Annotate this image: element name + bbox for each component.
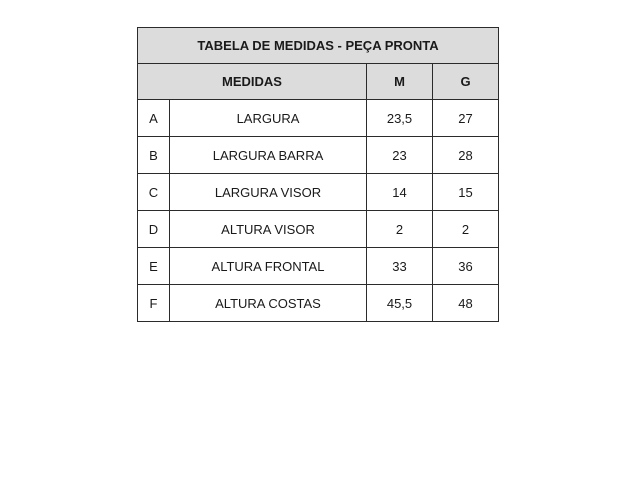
row-value-g: 2 xyxy=(433,211,499,248)
table-row xyxy=(138,174,499,211)
table-title-row xyxy=(138,28,499,64)
table-title: TABELA DE MEDIDAS - PEÇA PRONTA xyxy=(138,28,499,64)
header-measures: MEDIDAS xyxy=(138,64,367,100)
table-row xyxy=(138,100,499,137)
row-value-m: 33 xyxy=(367,248,433,285)
row-value-g: 28 xyxy=(433,137,499,174)
row-measure-name: LARGURA BARRA xyxy=(170,137,367,174)
row-value-g: 48 xyxy=(433,285,499,322)
row-value-m: 14 xyxy=(367,174,433,211)
table-row xyxy=(138,137,499,174)
table-row xyxy=(138,285,499,322)
table-row xyxy=(138,211,499,248)
row-value-g: 27 xyxy=(433,100,499,137)
row-measure-name: LARGURA xyxy=(170,100,367,137)
row-letter: A xyxy=(138,100,170,137)
size-chart-table xyxy=(137,27,499,322)
row-value-m: 23 xyxy=(367,137,433,174)
row-measure-name: LARGURA VISOR xyxy=(170,174,367,211)
row-letter: C xyxy=(138,174,170,211)
row-measure-name: ALTURA FRONTAL xyxy=(170,248,367,285)
row-value-g: 36 xyxy=(433,248,499,285)
row-letter: D xyxy=(138,211,170,248)
row-measure-name: ALTURA COSTAS xyxy=(170,285,367,322)
header-size-g: G xyxy=(433,64,499,100)
table-row xyxy=(138,248,499,285)
header-size-m: M xyxy=(367,64,433,100)
row-letter: E xyxy=(138,248,170,285)
row-value-m: 23,5 xyxy=(367,100,433,137)
row-value-g: 15 xyxy=(433,174,499,211)
table-header-row xyxy=(138,64,499,100)
row-measure-name: ALTURA VISOR xyxy=(170,211,367,248)
row-value-m: 2 xyxy=(367,211,433,248)
row-letter: B xyxy=(138,137,170,174)
row-letter: F xyxy=(138,285,170,322)
row-value-m: 45,5 xyxy=(367,285,433,322)
